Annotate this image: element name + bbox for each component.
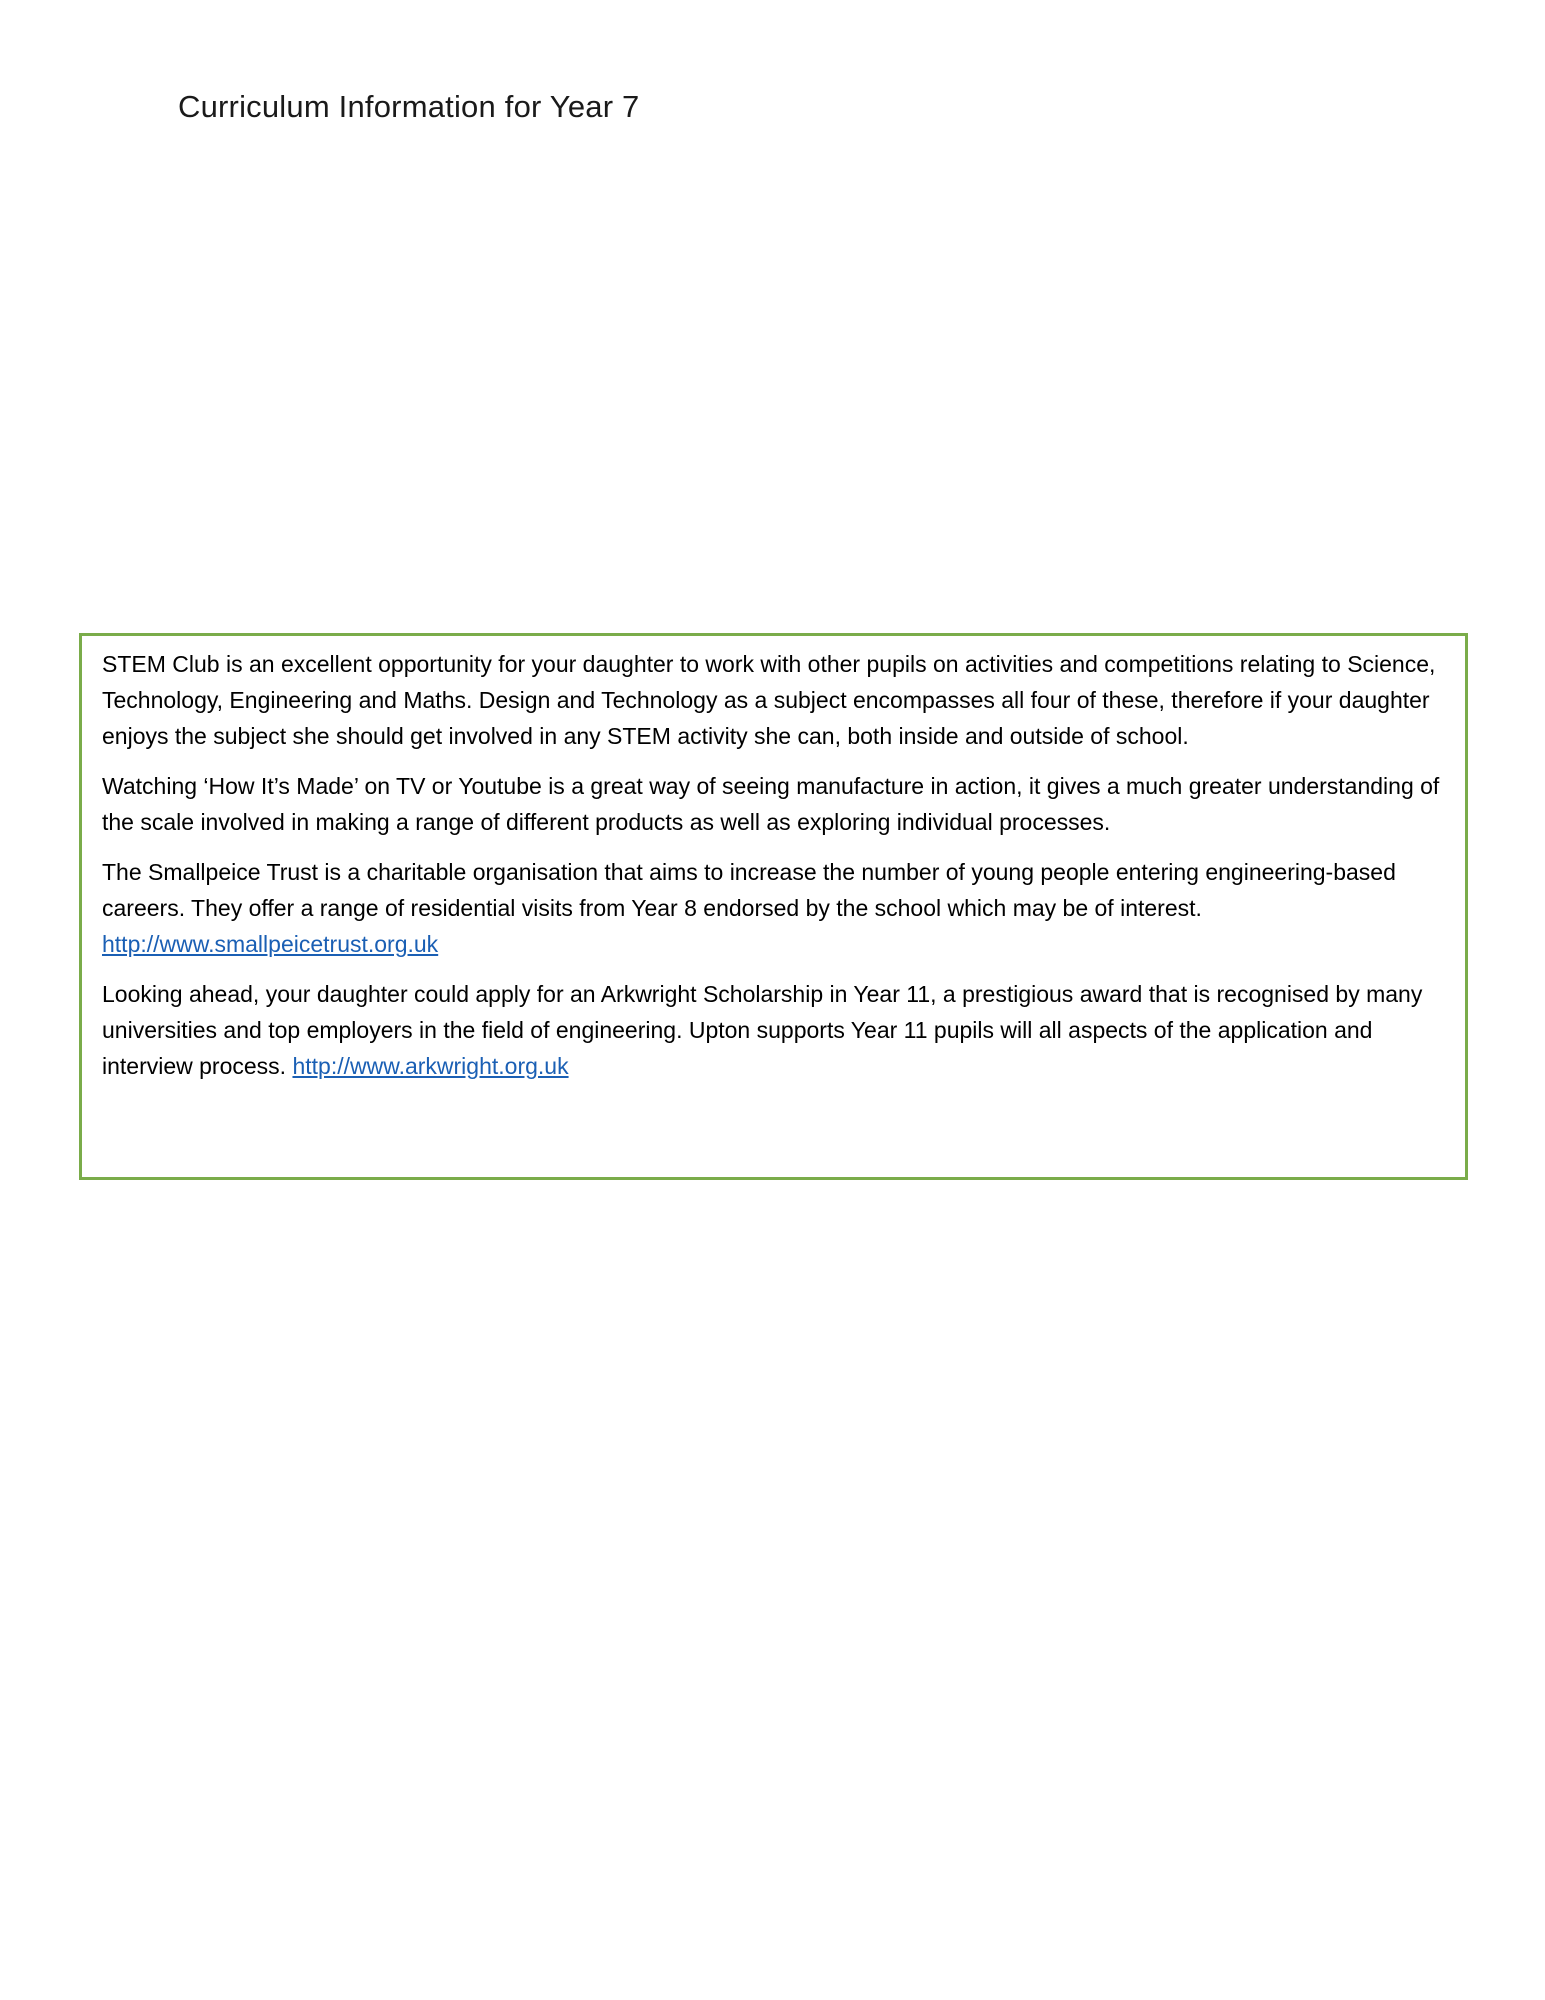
smallpeice-trust-paragraph: [102, 854, 1447, 962]
how-its-made-paragraph: [102, 768, 1447, 840]
how-its-made-text: Watching ‘How It’s Made’ on TV or Youtube is a great way of seeing manufacture in action, it gives a much greater understanding of the scale involved in making a range of different products as well as exploring individual processes.: [102, 773, 1440, 835]
stem-info-box: [79, 633, 1468, 1180]
stem-club-paragraph: [102, 646, 1447, 754]
stem-club-text: STEM Club is an excellent opportunity for your daughter to work with other pupils on activities and competitions relating to Science, Technology, Engineering and Maths. Design and Technology as a subject encompasses all four of these, therefore if your daughter enjoys the subject she should get involved in any STEM activity she can, both inside and outside of school.: [102, 651, 1436, 749]
arkwright-link[interactable]: http://www.arkwright.org.uk: [292, 1053, 569, 1079]
smallpeice-trust-text: The Smallpeice Trust is a charitable organisation that aims to increase the number of young people entering engineering-based careers. They offer a range of residential visits from Year 8 endorsed by the school which may be of interest.: [102, 859, 1396, 921]
page-title: Curriculum Information for Year 7: [178, 89, 640, 124]
arkwright-text: Looking ahead, your daughter could apply for an Arkwright Scholarship in Year 11, a prestigious award that is recognised by many universities and top employers in the field of engineering. Upton supports Year 11 pupils will all aspects of the application and interview process.: [102, 981, 1423, 1079]
arkwright-paragraph: [102, 976, 1447, 1084]
smallpeice-trust-link[interactable]: http://www.smallpeicetrust.org.uk: [102, 931, 439, 957]
